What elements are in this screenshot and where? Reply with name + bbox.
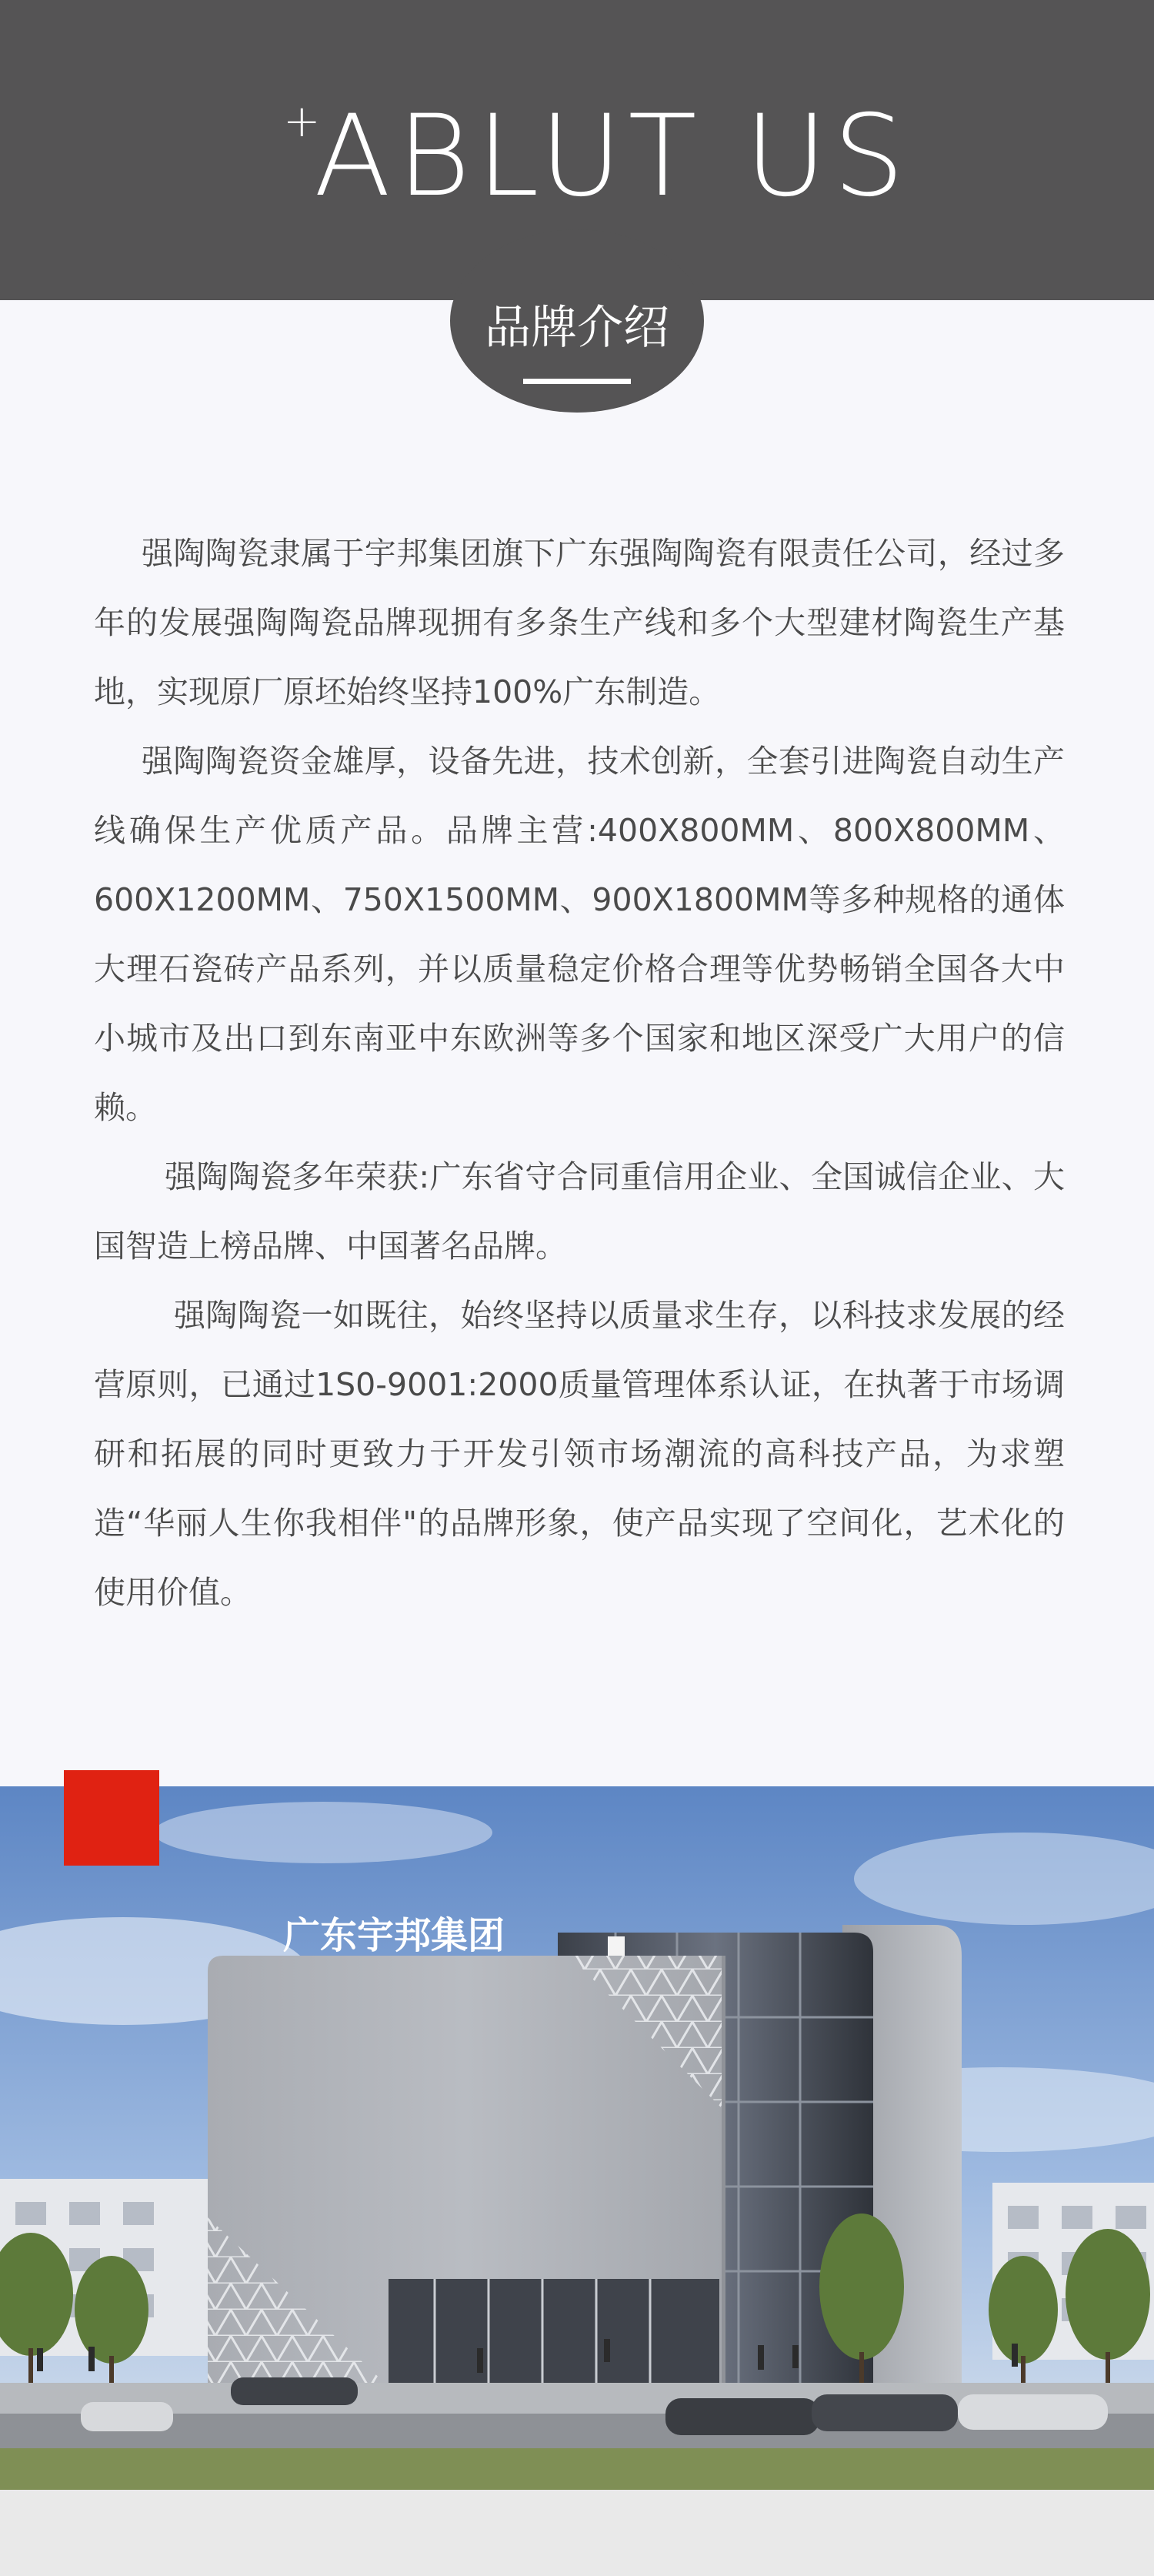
building-photo [0,1786,1154,2490]
building-sign: 广东宇邦集团 [283,1914,505,1957]
section-underline [523,379,631,384]
intro-paragraph-1: 强陶陶瓷隶属于宇邦集团旗下广东强陶陶瓷有限责任公司，经过多年的发展强陶陶瓷品牌现拥有多条生产线和多个大型建材陶瓷生产基地，实现原厂原坯始终坚持100%广东制造。 [94,535,1065,710]
footer-band [0,2490,1154,2576]
plus-mark: + [283,95,321,147]
lobby-entrance [389,2279,719,2383]
section-badge [450,229,704,413]
page-title: ABLUT US [314,91,911,222]
section-title: 品牌介绍 [485,301,669,355]
intro-text [94,519,1065,1627]
lawn [0,2448,1154,2490]
intro-paragraph-3: 强陶陶瓷多年荣获:广东省守合同重信用企业、全国诚信企业、大国智造上榜品牌、中国著名品牌。 [94,1158,1065,1265]
intro-paragraph-2: 强陶陶瓷资金雄厚，设备先进，技术创新，全套引进陶瓷自动生产线确保生产优质产品。品牌主营:400X800MM、800X800MM、600X1200MM、750X1500MM、900X1800MM等多种规格的通体大理石瓷砖产品系列，并以质量稳定价格合理等优势畅销全国各大中小城市及出口到东南亚中东欧洲等多个国家和地区深受广大用户的信赖。 [94,743,1065,1126]
red-accent-square [64,1770,159,1866]
intro-paragraph-4: 强陶陶瓷一如既往，始终坚持以质量求生存，以科技求发展的经营原则，已通过1S0-9001:2000质量管理体系认证，在执著于市场调研和拓展的同时更致力于开发引领市场潮流的高科技产品，为求塑造“华丽人生你我相伴"的品牌形象，使产品实现了空间化，艺术化的使用价值。 [94,1297,1065,1611]
